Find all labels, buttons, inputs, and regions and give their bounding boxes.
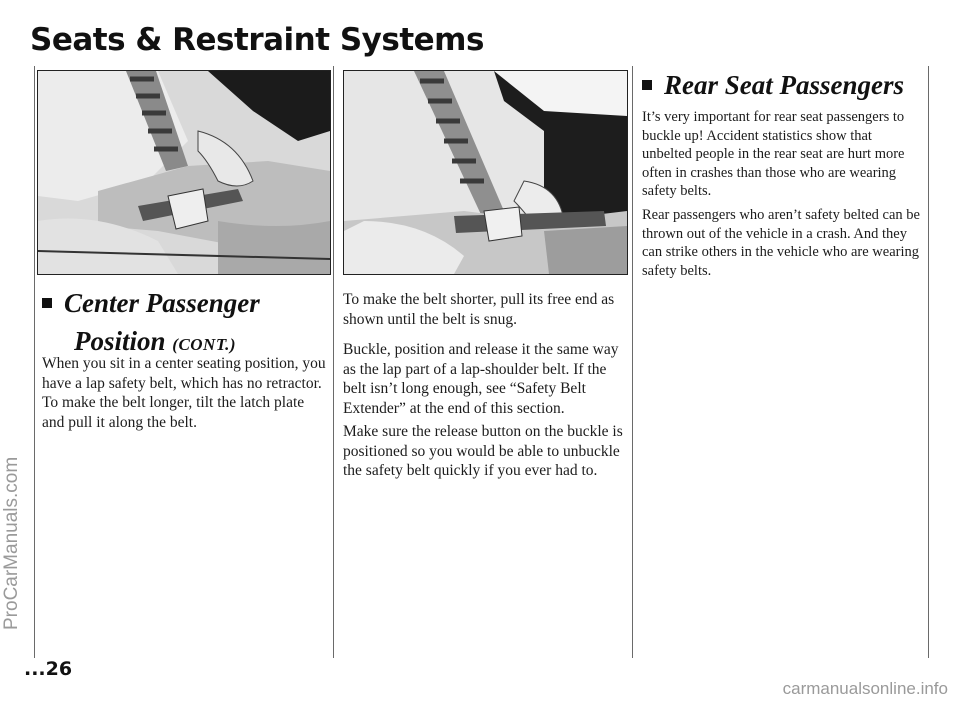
heading-cont-label: (CONT.): [172, 335, 237, 354]
middle-paragraph-1: To make the belt shorter, pull its free end as shown until the belt is snug.: [343, 291, 615, 328]
center-passenger-paragraph: When you sit in a center seating position, you have a lap safety belt, which has no retractor. To make the belt longer, tilt the latch plate and pull it along the belt.: [42, 355, 326, 431]
center-passenger-heading: [42, 284, 260, 364]
illustration-lap-belt-shorten: [343, 70, 628, 275]
rear-paragraph-2: Rear passengers who aren’t safety belted can be thrown out of the vehicle in a crash. And they can strike others in the vehicle who are wearing safety belts.: [642, 207, 920, 279]
bullet-icon: [642, 80, 652, 90]
column-divider-left: [34, 66, 35, 658]
bullet-icon: [42, 298, 52, 308]
column-divider-far-right: [928, 66, 929, 658]
page-title: Seats & Restraint Systems: [30, 22, 484, 58]
column-divider-right: [632, 66, 633, 658]
middle-paragraph-3: Make sure the release button on the buckle is positioned so you would be able to unbuckle the safety belt quickly if you ever had to.: [343, 423, 623, 479]
middle-paragraph-2: Buckle, position and release it the same way as the lap part of a lap-shoulder belt. If the belt isn’t long enough, see “Safety Belt Extender” at the end of this section.: [343, 341, 619, 417]
side-watermark: ProCarManuals.com: [1, 456, 22, 630]
heading-line-2: Position: [74, 326, 166, 356]
rear-seat-heading-label: Rear Seat Passengers: [664, 70, 905, 100]
heading-line-1: Center Passenger: [64, 288, 260, 318]
rear-seat-heading: [642, 66, 904, 104]
footer-watermark: carmanualsonline.info: [782, 679, 948, 698]
illustration-lap-belt-lengthen: [37, 70, 331, 275]
rear-paragraph-1: It’s very important for rear seat passengers to buckle up! Accident statistics show that unbelted people in the rear seat are hurt more often in crashes than those who are wearing safety belts.: [642, 109, 905, 199]
page-number: ...26: [24, 658, 73, 680]
column-divider-middle: [333, 66, 334, 658]
